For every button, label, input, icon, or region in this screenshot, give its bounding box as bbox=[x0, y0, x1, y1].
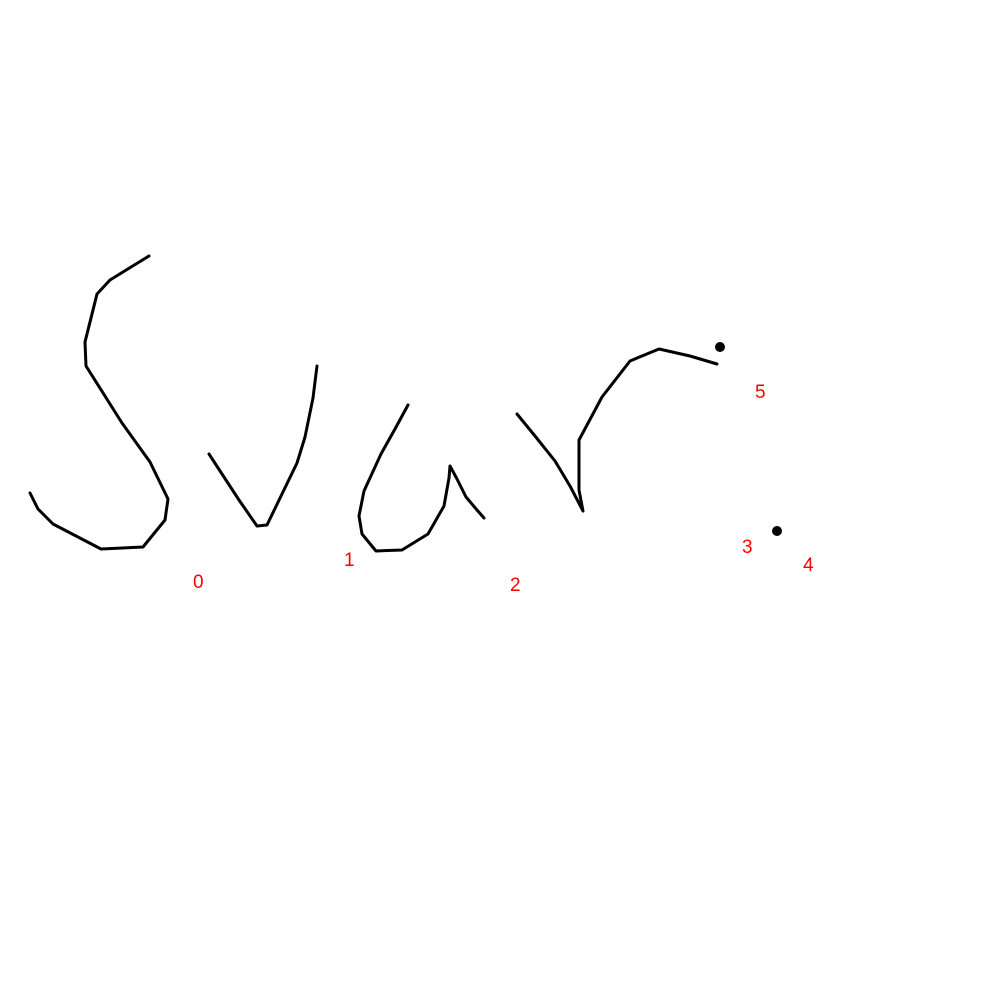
stroke-5-dot bbox=[715, 342, 725, 352]
stroke-0-letter-v bbox=[209, 366, 317, 526]
stroke-label-1: 1 bbox=[344, 550, 355, 571]
stroke-label-4: 4 bbox=[803, 555, 814, 576]
stroke-label-5: 5 bbox=[755, 382, 766, 403]
stroke-2-letter-r bbox=[517, 349, 717, 511]
stroke-label-0: 0 bbox=[193, 572, 204, 593]
stroke-3-4-dot bbox=[772, 526, 782, 536]
stroke-label-3: 3 bbox=[742, 537, 753, 558]
stroke-1-letter-a bbox=[359, 405, 484, 551]
stroke-label-2: 2 bbox=[510, 575, 521, 596]
stroke-0-letter-s bbox=[30, 256, 168, 549]
